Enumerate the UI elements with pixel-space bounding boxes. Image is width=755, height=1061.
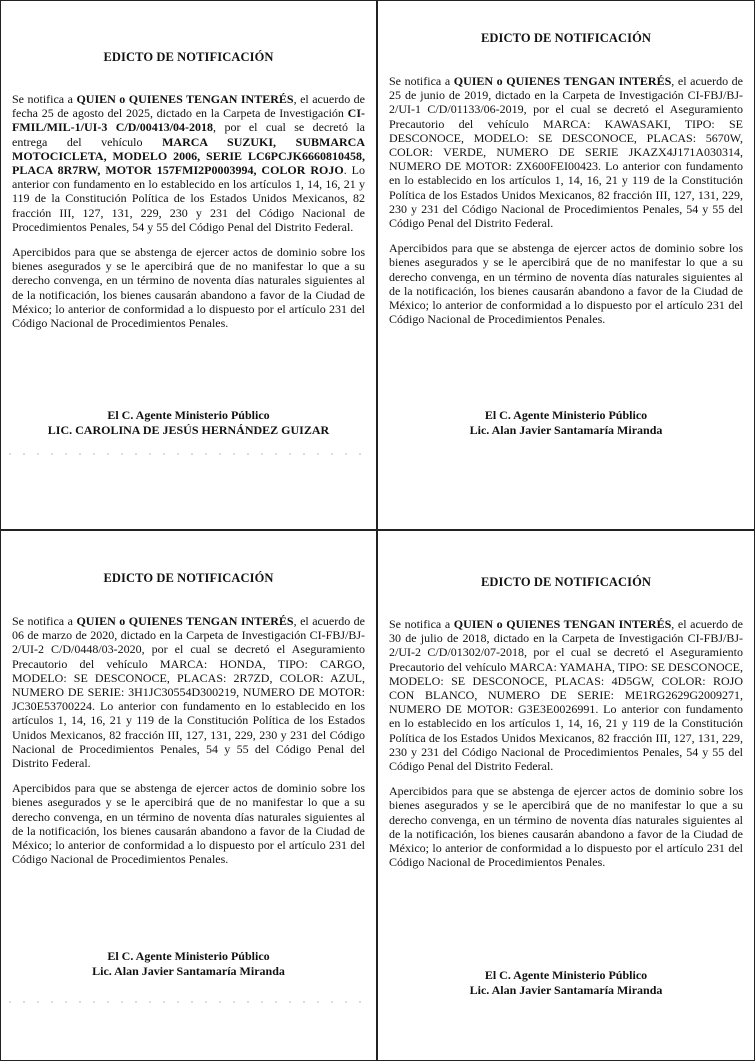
signature-name: LIC. CAROLINA DE JESÚS HERNÁNDEZ GUIZAR (47, 423, 330, 437)
text-run-bold: QUIEN o QUIENES TENGAN INTERÉS (76, 614, 294, 628)
notice-panel-3 (0, 530, 377, 1061)
notice-paragraph-1 (12, 614, 365, 770)
signature-name: Lic. Alan Javier Santamaría Miranda (92, 964, 285, 978)
notice-body (12, 92, 365, 341)
text-run-bold: QUIEN o QUIENES TENGAN INTERÉS (453, 74, 672, 88)
text-run: , el acuerdo de 06 de marzo de 2020, dictado en la Carpeta de Investigación CI-FBJ/BJ-2/UI-2 C/D/0448/03-2020, por el cual se decretó el Aseguramiento Precautorio del vehículo MARCA: HONDA, TIPO: CARGO, MODELO: SE DESCONOCE, PLACAS: 2R7ZD, COLOR: AZUL, NUMERO DE SERIE: 3H1JC30554D300219, NUMERO DE MOTOR: JC30E53700224. Lo anterior con fundamento en lo establecido en los artículos 1, 14, 16, 21 y 119 de la Constitución Política de los Estados Unidos Mexicanos, 82 fracción III, 127, 131, 229, 230 y 231 del Código Nacional de Procedimientos Penales, 54 y 55 del Código Penal del Distrito Federal. (12, 614, 366, 771)
signature-name: Lic. Alan Javier Santamaría Miranda (469, 983, 663, 997)
signature-block (1, 949, 376, 979)
scan-artifact-line (9, 1001, 368, 1003)
text-run: Se notifica a (389, 74, 454, 88)
text-run: . Lo anterior con fundamento en lo establecido en los artículos 1, 14, 16, 21 y 119 de la Constitución Política de los Estados Unidos Mexicanos, 82 fracción III, 127, 131, 229, 230 y 231 del Código Nacional de Procedimientos Penales, 54 y 55 del Código Penal del Distrito Federal. (12, 163, 365, 234)
text-run: Se notifica a (12, 614, 77, 628)
notice-panel-4 (377, 530, 755, 1061)
signature-block (378, 968, 754, 998)
text-run: Se notifica a (389, 617, 454, 631)
notice-paragraph-1 (389, 74, 743, 230)
notice-body (12, 614, 365, 877)
text-run: Se notifica a (12, 92, 77, 106)
notice-panel-1 (0, 0, 377, 530)
text-run-bold: MARCA SUZUKI, SUBMARCA MOTOCICLETA, MODELO 2006, SERIE LC6PCJK6660810458, PLACA 8R7RW, MOTOR 157FMI2P0003994, COLOR ROJO (12, 134, 365, 178)
notice-paragraph-2: Apercibidos para que se abstenga de ejercer actos de dominio sobre los bienes asegurados y se le apercibirá que de no manifestar lo que a su derecho convenga, en un término de noventa días naturales siguientes al de la notificación, los bienes causarán abandono a favor de la Ciudad de México; lo anterior de conformidad a lo dispuesto por el artículo 231 del Código Nacional de Procedimientos Penales. (12, 245, 365, 331)
signature-role: El C. Agente Ministerio Público (107, 408, 270, 422)
notice-paragraph-1 (12, 92, 365, 234)
notice-paragraph-2: Apercibidos para que se abstenga de ejercer actos de dominio sobre los bienes asegurados y se le apercibirá que de no manifestar lo que a su derecho convenga, en un término de noventa días naturales siguientes al de la notificación, los bienes causarán abandono a favor de la Ciudad de México; lo anterior de conformidad a lo dispuesto por el artículo 231 del Código Nacional de Procedimientos Penales. (12, 781, 365, 867)
signature-block (1, 408, 376, 438)
notice-title: EDICTO DE NOTIFICACIÓN (103, 50, 274, 64)
notice-body (389, 74, 743, 337)
notice-paragraph-1 (389, 617, 743, 773)
text-run: , el acuerdo de 25 de junio de 2019, dictado en la Carpeta de Investigación CI-FBJ/BJ-2/UI-1 C/D/01133/06-2019, por el cual se decretó el Aseguramiento Precautorio del vehículo MARCA: KAWASAKI, TIPO: SE DESCONOCE, MODELO: SE DESCONOCE, PLACAS: 5670W, COLOR: VERDE, NUMERO DE SERIE JKAZX4J171A030314, NUMERO DE MOTOR: ZX600FEI00423. Lo anterior con fundamento en lo establecido en los artículos 1, 14, 16, 21 y 119 de la Constitución Política de los Estados Unidos Mexicanos, 82 fracción III, 127, 131, 229, 230 y 231 del Código Nacional de Procedimientos Penales, 54 y 55 del Código Penal del Distrito Federal. (389, 74, 744, 231)
notice-panel-2 (377, 0, 755, 530)
signature-block (378, 408, 754, 438)
text-run-bold: CI-FMIL/MIL-1/UI-3 C/D/00413/04-2018 (12, 106, 365, 135)
signature-name: Lic. Alan Javier Santamaría Miranda (469, 423, 663, 437)
scan-artifact-line (9, 453, 368, 455)
text-run: , el acuerdo de fecha 25 de agosto del 2025, dictado en la Carpeta de Investigación (12, 92, 366, 121)
notice-title: EDICTO DE NOTIFICACIÓN (480, 575, 652, 589)
text-run: , el acuerdo de 30 de julio de 2018, dictado en la Carpeta de Investigación CI-FBJ/BJ-2/UI-2 C/D/01302/07-2018, por el cual se decretó el Aseguramiento Precautorio del vehículo MARCA: YAMAHA, TIPO: SE DESCONOCE, MODELO: SE DESCONOCE, PLACAS: 4D5GW, COLOR: ROJO CON BLANCO, NUMERO DE SERIE: ME1RG2629G2009271, NUMERO DE MOTOR: G3E3E0026991. Lo anterior con fundamento en lo establecido en los artículos 1, 14, 16, 21 y 119 de la Constitución Política de los Estados Unidos Mexicanos, 82 fracción III, 127, 131, 229, 230 y 231 del Código Nacional de Procedimientos Penales, 54 y 55 del Código Penal del Distrito Federal. (389, 617, 744, 774)
signature-role: El C. Agente Ministerio Público (107, 949, 270, 963)
text-run-bold: QUIEN o QUIENES TENGAN INTERÉS (76, 92, 294, 106)
notice-paragraph-2: Apercibidos para que se abstenga de ejercer actos de dominio sobre los bienes asegurados y se le apercibirá que de no manifestar lo que a su derecho convenga, en un término de noventa días naturales siguientes al de la notificación, los bienes causarán abandono a favor de la Ciudad de México; lo anterior de conformidad a lo dispuesto por el artículo 231 del Código Nacional de Procedimientos Penales. (389, 241, 743, 327)
text-run: , por el cual se decretó la entrega del vehículo (12, 120, 365, 149)
notice-body (389, 617, 743, 880)
signature-role: El C. Agente Ministerio Público (484, 408, 648, 422)
text-run-bold: QUIEN o QUIENES TENGAN INTERÉS (453, 617, 672, 631)
notice-title: EDICTO DE NOTIFICACIÓN (480, 31, 652, 45)
signature-role: El C. Agente Ministerio Público (484, 968, 648, 982)
notice-title: EDICTO DE NOTIFICACIÓN (103, 571, 274, 585)
notice-paragraph-2: Apercibidos para que se abstenga de ejercer actos de dominio sobre los bienes asegurados y se le apercibirá que de no manifestar lo que a su derecho convenga, en un término de noventa días naturales siguientes al de la notificación, los bienes causarán abandono a favor de la Ciudad de México; lo anterior de conformidad a lo dispuesto por el artículo 231 del Código Nacional de Procedimientos Penales. (389, 784, 743, 870)
